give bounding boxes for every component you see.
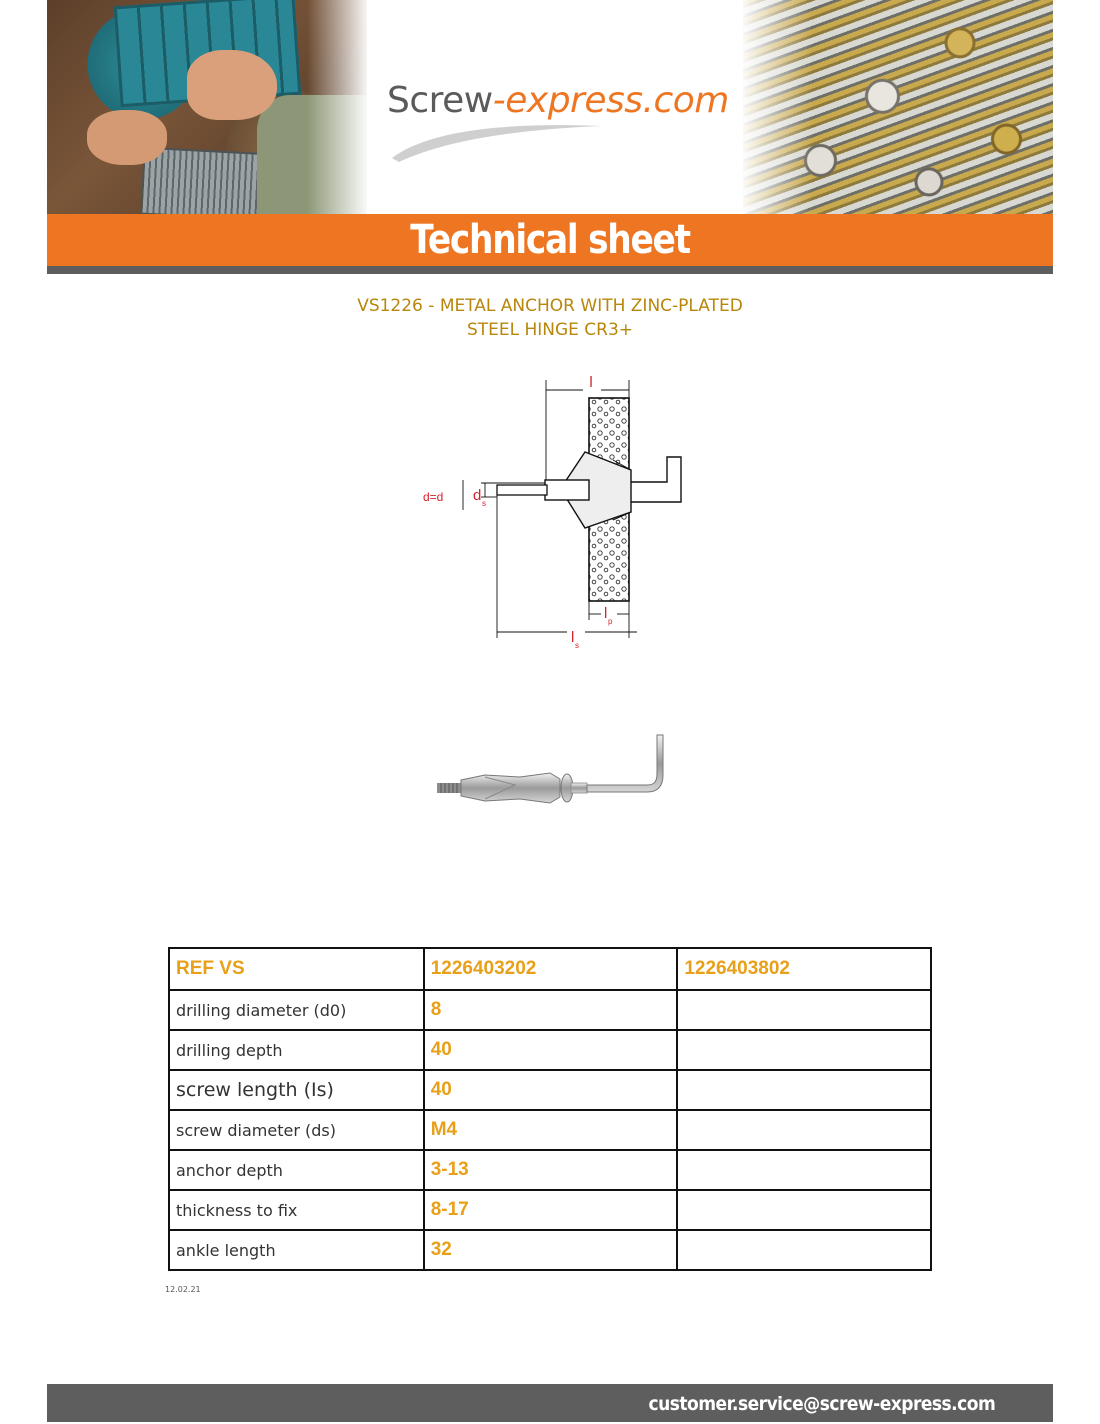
dimension-d-label: d=d — [423, 490, 444, 504]
table-row — [169, 990, 931, 1030]
workshop-photo — [47, 0, 367, 214]
screws-photo — [743, 0, 1053, 214]
table-header-row — [169, 948, 931, 990]
support-email-link[interactable]: customer.service@screw-express.com — [648, 1393, 995, 1415]
row-value — [677, 1150, 931, 1190]
dimension-ls-subscript: s — [575, 641, 579, 650]
header-banner — [47, 0, 1053, 274]
row-value — [677, 990, 931, 1030]
row-value: M4 — [424, 1110, 678, 1150]
logo-swoosh-icon — [387, 120, 607, 165]
row-label: ankle length — [169, 1230, 424, 1270]
document-date: 12.02.21 — [165, 1285, 201, 1294]
product-photo — [425, 725, 670, 810]
row-value — [677, 1230, 931, 1270]
title-band-divider — [47, 266, 1053, 274]
row-value — [677, 1030, 931, 1070]
row-value: 8 — [424, 990, 678, 1030]
row-label: drilling diameter (d0) — [169, 990, 424, 1030]
technical-drawing — [405, 370, 695, 655]
table-row — [169, 1150, 931, 1190]
dimension-ls-label: l — [571, 629, 575, 646]
dimension-l-label: l — [589, 374, 593, 391]
dimension-ds-label: d — [473, 487, 482, 504]
row-label: drilling depth — [169, 1030, 424, 1070]
row-label: screw diameter (ds) — [169, 1110, 424, 1150]
table-row — [169, 1030, 931, 1070]
row-value — [677, 1070, 931, 1110]
product-title — [250, 294, 850, 342]
row-value — [677, 1110, 931, 1150]
product-title-line-2: STEEL HINGE CR3+ — [466, 320, 634, 340]
brand-logo — [387, 70, 747, 165]
row-value: 40 — [424, 1070, 678, 1110]
dimension-lp-subscript: p — [608, 617, 613, 626]
table-row — [169, 1070, 931, 1110]
row-value: 32 — [424, 1230, 678, 1270]
table-row — [169, 1110, 931, 1150]
row-label: anchor depth — [169, 1150, 424, 1190]
table-header-ref: 1226403802 — [677, 948, 931, 990]
spec-table — [168, 947, 932, 1271]
row-value: 8-17 — [424, 1190, 678, 1230]
row-value: 40 — [424, 1030, 678, 1070]
row-label: screw length (Is) — [169, 1070, 424, 1110]
table-row — [169, 1230, 931, 1270]
footer-bar — [47, 1384, 1053, 1422]
row-value: 3-13 — [424, 1150, 678, 1190]
row-value — [677, 1190, 931, 1230]
table-header-label: REF VS — [169, 948, 424, 990]
product-title-line-1: VS1226 - METAL ANCHOR WITH ZINC-PLATED — [357, 296, 743, 316]
screw-shank — [497, 485, 547, 495]
table-row — [169, 1190, 931, 1230]
dimension-ds-subscript: s — [482, 499, 486, 508]
row-label: thickness to fix — [169, 1190, 424, 1230]
logo-domain: -express.com — [492, 80, 729, 121]
logo-brand: Screw — [387, 80, 493, 121]
dimension-lp-label: l — [604, 605, 608, 622]
hook-outline — [630, 457, 681, 502]
table-header-ref: 1226403202 — [424, 948, 678, 990]
page-title: Technical sheet — [410, 217, 690, 263]
